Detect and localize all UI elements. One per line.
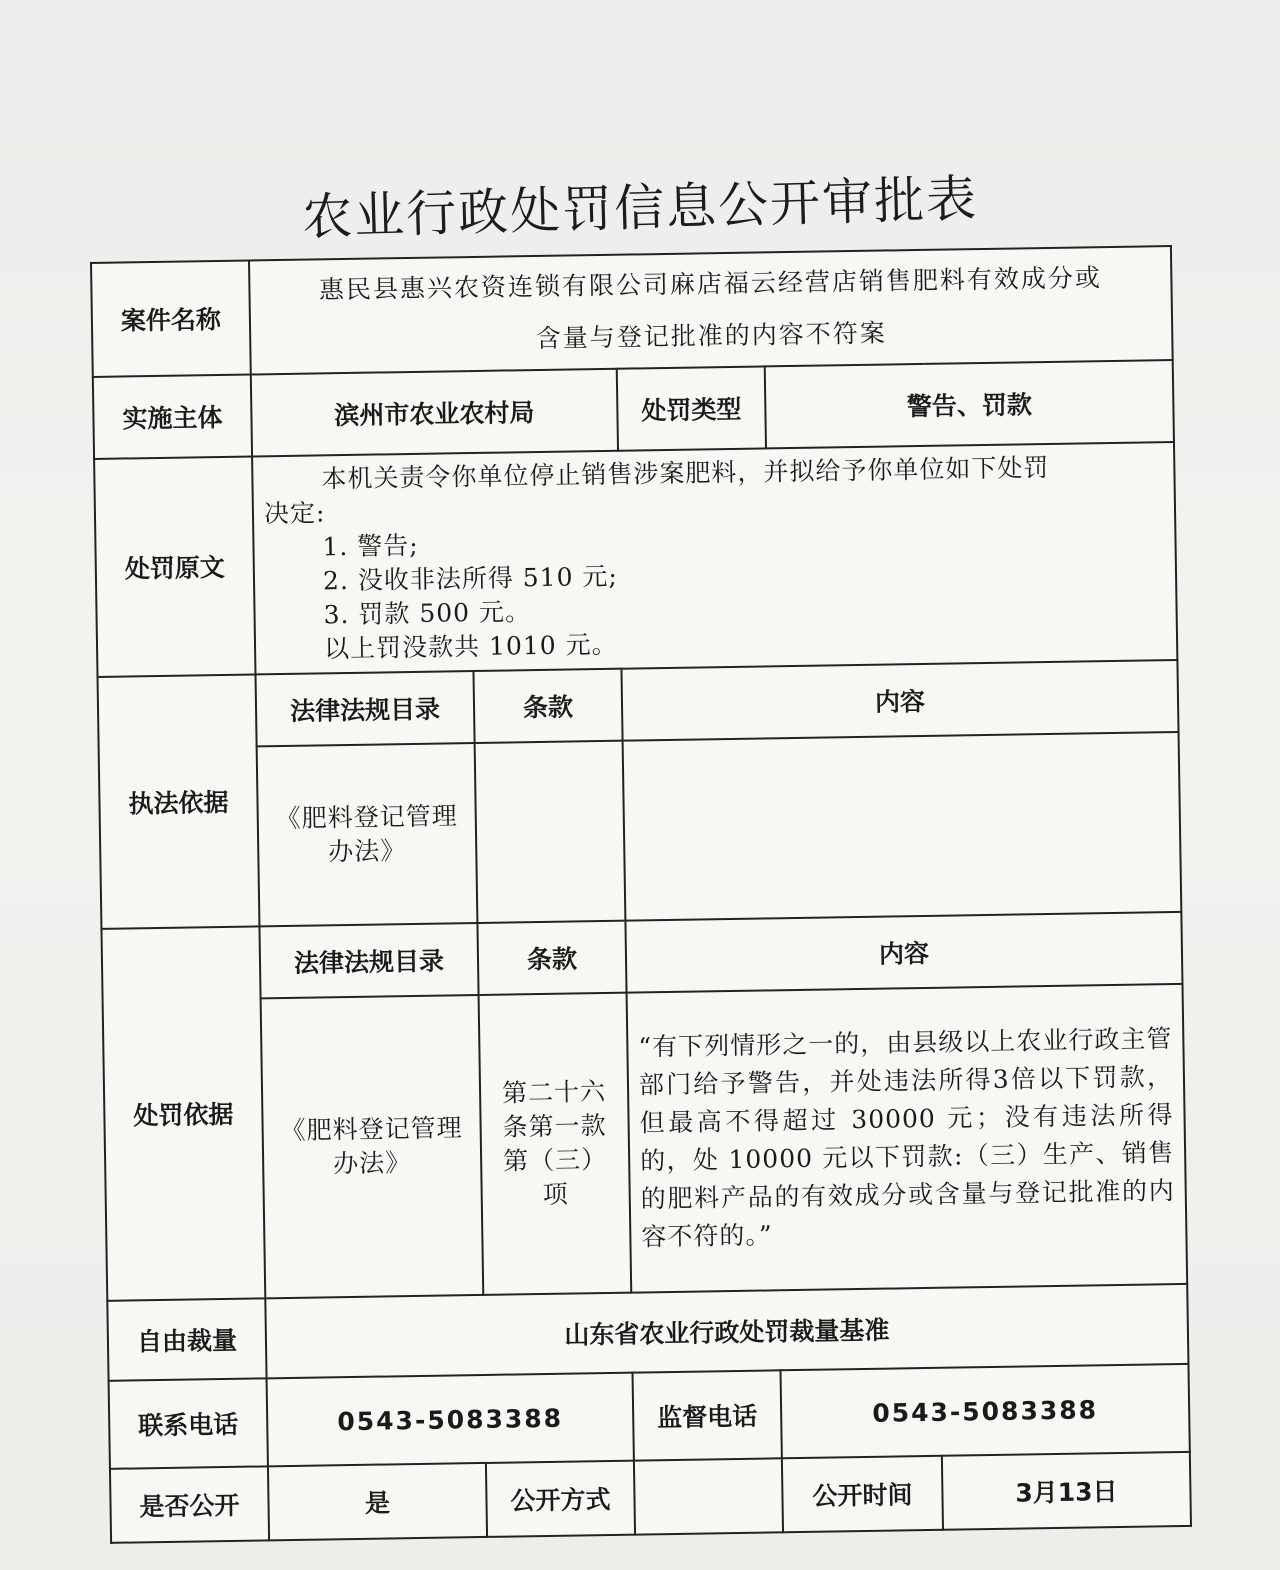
- header-clause: 条款: [473, 669, 622, 743]
- enforcement-content: [623, 732, 1182, 921]
- row-penalty-text: [94, 442, 1177, 677]
- penalty-item-1: 1. 警告;: [322, 530, 419, 562]
- label-subject: 实施主体: [93, 374, 252, 458]
- header-content: 内容: [621, 660, 1178, 741]
- penalty-basis-clause: 第二十六条第一款第（三）项: [479, 993, 632, 1295]
- header-content-2: 内容: [625, 912, 1182, 993]
- row-phones: [109, 1364, 1190, 1469]
- row-penalty-basis-body: [103, 984, 1188, 1301]
- page-title: 农业行政处罚信息公开审批表: [301, 169, 979, 247]
- approval-form-table: [90, 245, 1192, 1544]
- case-name-value: [249, 246, 1173, 374]
- public-method-value: [634, 1458, 783, 1534]
- label-is-public: 是否公开: [110, 1466, 269, 1542]
- label-public-method: 公开方式: [486, 1461, 635, 1537]
- penalty-text-value: [252, 442, 1177, 674]
- contact-phone-value: 0543-5083388: [267, 1373, 634, 1467]
- row-public: [110, 1452, 1191, 1543]
- row-case-name: [91, 246, 1173, 377]
- case-name-line2: 含量与登记批准的内容不符案: [535, 318, 887, 354]
- penalty-item-3: 3. 罚款 500 元。: [323, 597, 532, 630]
- public-time-value: 3月13日: [942, 1452, 1191, 1530]
- label-supervise-phone: 监督电话: [633, 1370, 782, 1460]
- label-penalty-text: 处罚原文: [94, 456, 255, 676]
- penalty-text-line2: 决定:: [263, 498, 326, 529]
- enforcement-law: 《肥料登记管理办法》: [257, 743, 478, 926]
- penalty-basis-law: 《肥料登记管理办法》: [261, 995, 484, 1298]
- penalty-total: 以上罚没款共 1010 元。: [323, 629, 618, 664]
- penalty-type-value: 警告、罚款: [765, 360, 1174, 448]
- label-penalty-basis: 处罚依据: [101, 926, 265, 1300]
- supervise-phone-value: 0543-5083388: [780, 1364, 1189, 1458]
- enforcement-clause: [475, 741, 626, 923]
- label-contact-phone: 联系电话: [109, 1378, 268, 1468]
- header-clause-2: 条款: [477, 921, 626, 995]
- header-law-catalog-2: 法律法规目录: [259, 923, 478, 998]
- label-penalty-type: 处罚类型: [617, 366, 766, 450]
- label-discretion: 自由裁量: [107, 1298, 266, 1380]
- label-public-time: 公开时间: [782, 1456, 943, 1533]
- penalty-item-2: 2. 没收非法所得 510 元;: [322, 561, 619, 596]
- label-enforcement-basis: 执法依据: [98, 674, 260, 928]
- subject-value: 滨州市农业农村局: [251, 369, 618, 457]
- is-public-value: 是: [268, 1463, 487, 1540]
- header-law-catalog: 法律法规目录: [255, 671, 474, 746]
- discretion-value: 山东省农业行政处罚裁量基准: [265, 1284, 1188, 1378]
- row-enforcement-body: [99, 732, 1182, 929]
- label-case-name: 案件名称: [91, 261, 251, 377]
- case-name-line1: 惠民县惠兴农资连锁有限公司麻店福云经营店销售肥料有效成分或: [318, 263, 1103, 305]
- penalty-basis-content: “有下列情形之一的，由县级以上农业行政主管部门给予警告，并处违法所得3倍以下罚款，但最高不得超过 30000 元；没有违法所得的，处 10000 元以下罚款:（三）生产、销售的肥料产品的有效成分或含量与登记批准的内容不符的。”: [627, 984, 1188, 1293]
- penalty-text-line1: 本机关责令你单位停止销售涉案肥料，并拟给予你单位如下处罚: [321, 452, 1050, 494]
